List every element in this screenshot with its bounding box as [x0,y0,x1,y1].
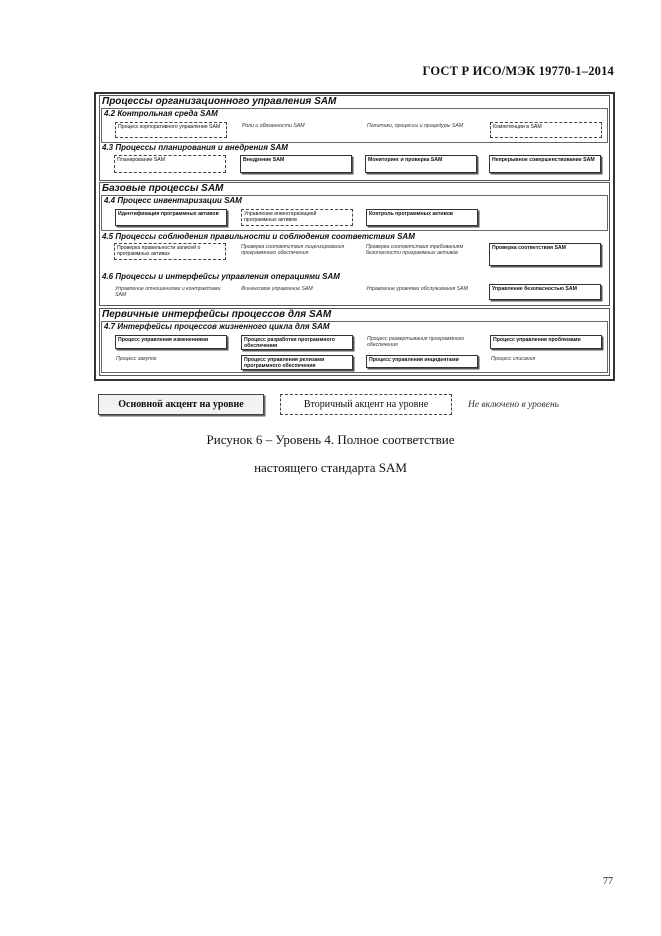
section-4-7 [101,321,608,373]
process-box: Процесс развертывания программного обеспечения [367,336,465,349]
process-box: Процесс разработки программного обеспечения [241,335,353,350]
legend-secondary: Вторичный акцент на уровне [280,394,452,415]
sam-level-diagram [94,92,615,381]
group-title: Первичные интерфейсы процессов для SAM [102,309,332,320]
process-box: Процесс управления инцидентами [366,355,478,368]
process-box: Проверка соответствия SAM [489,243,601,266]
figure-caption-line-1: Рисунок 6 – Уровень 4. Полное соответствие [206,432,455,447]
process-box: Управление инвентаризацией программных активов [241,209,353,226]
legend-not-included: Не включено в уровень [468,399,559,410]
process-box: Управление безопасностью SAM [489,284,601,300]
group-title: Процессы организационного управления SAM [102,96,337,107]
process-box: Проверка соответствия лицензирования программного обеспечения [241,244,345,257]
process-box: Контроль программных активов [366,209,478,226]
process-box: Непрерывное совершенствование SAM [489,155,601,173]
process-box: Процесс управления релизами программного обеспечения [241,355,353,370]
process-box: Мониторинг и проверка SAM [365,155,477,173]
section-title: 4.4 Процесс инвентаризации SAM [104,196,242,205]
process-box: Процесс закупок [116,356,157,362]
group-title: Базовые процессы SAM [102,183,224,194]
process-box: Процесс управления изменениями [115,335,227,349]
document-header: ГОСТ Р ИСО/МЭК 19770-1–2014 [422,64,614,78]
group-core-processes [99,182,610,306]
section-title: 4.2 Контрольная среда SAM [104,109,218,118]
process-box: Проверка правильности записей о программных активах [114,243,226,260]
legend-primary: Основной акцент на уровне [98,394,264,415]
process-box: Идентификация программных активов [115,209,227,226]
process-box: Управление уровнями обслуживания SAM [366,286,468,292]
group-primary-interfaces [99,308,610,376]
process-box: Управление отношениями и контрактами SAM [115,286,221,299]
group-organizational-management [99,95,610,181]
process-box: Планирование SAM [114,155,226,173]
process-box: Внедрение SAM [240,155,352,173]
section-4-4 [101,195,608,231]
section-4-2 [101,108,608,143]
page-number: 77 [603,876,613,887]
section-title-4-6: 4.6 Процессы и интерфейсы управления операциями SAM [102,272,340,281]
process-box: Процесс списания [491,356,536,362]
process-box: Процесс управления проблемами [490,335,602,349]
figure-caption-line-2: настоящего стандарта SAM [254,460,407,475]
section-title-4-5: 4.5 Процессы соблюдения правильности и соблюдения соответствия SAM [102,232,415,241]
section-title: 4.7 Интерфейсы процессов жизненного цикла для SAM [104,322,330,331]
process-box: Компетенции в SAM [490,122,602,138]
process-box: Финансовое управление SAM [241,286,313,292]
process-box: Процесс корпоративного управления SAM [115,122,227,138]
process-box: Проверка соответствия требованиям безопасности программных активов [366,244,464,257]
process-box: Роли и обязанности SAM [242,123,305,129]
process-box: Политики, процессы и процедуры SAM [367,123,464,129]
section-title-4-3: 4.3 Процессы планирования и внедрения SAM [102,143,288,152]
